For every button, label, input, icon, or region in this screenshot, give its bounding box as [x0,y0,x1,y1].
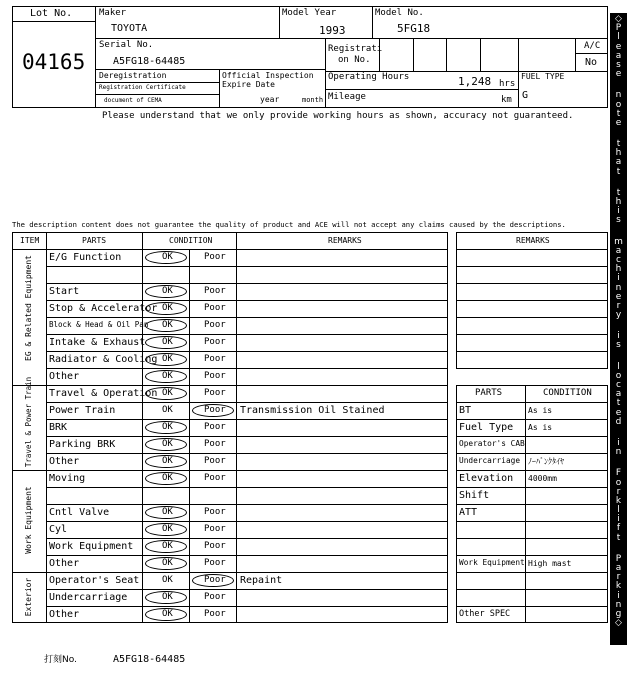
table-row [46,385,448,402]
spec-part: Other SPEC [459,609,511,619]
spec-part: Fuel Type [459,422,514,433]
ok-option: OK [162,575,173,585]
poor-option: Poor [204,558,226,568]
poor-option: Poor [204,541,226,551]
fuel-type-label: FUEL TYPE [521,72,565,81]
ok-circle-mark [145,319,187,332]
part-name: Other [49,456,80,467]
poor-option: Poor [204,252,226,262]
remarks-header: REMARKS [328,236,362,245]
table-row [46,249,448,266]
inspection-label-2: Expire Date [222,80,275,89]
km-label: km [501,95,512,105]
spec-part: Undercarriage [459,456,521,465]
table-row [46,521,448,538]
lot-no-label: Lot No. [30,8,73,19]
spec-value: High mast [528,559,572,568]
ok-circle-mark [145,506,187,519]
poor-option: Poor [204,320,226,330]
ok-option: OK [162,473,173,483]
registration-label-2: on No. [338,55,371,65]
right-remarks-header: REMARKS [516,236,550,245]
table-row [46,606,448,623]
part-name: Operator's Seat [49,575,140,586]
table-row [46,470,448,487]
table-row [46,402,448,419]
poor-circle-mark [192,574,234,587]
poor-option: Poor [204,422,226,432]
part-name: Cntl Valve [49,507,110,518]
poor-option: Poor [204,473,226,483]
poor-option: Poor [204,405,226,415]
ok-circle-mark [145,336,187,349]
registration-certificate-label: Registration Certificate [99,84,186,91]
group-label-travel: Travel & Power Train [23,376,33,468]
table-row [46,538,448,555]
stamp-no-label: 打刻No. [44,655,77,665]
ok-circle-mark [145,540,187,553]
lot-no-value: 04165 [22,50,86,74]
stamp-no-value: A5FG18-64485 [113,654,186,665]
spec-part: Elevation [459,473,514,484]
ok-option: OK [162,354,173,364]
model-year-value: 1993 [319,24,346,37]
part-name: Cyl [49,524,68,535]
poor-circle-mark [192,404,234,417]
ok-circle-mark [145,472,187,485]
mileage-label: Mileage [328,92,366,102]
table-row [46,368,448,385]
table-row [46,487,448,504]
poor-option: Poor [204,303,226,313]
part-name: Block & Head & Oil Pan [49,320,149,329]
ok-option: OK [162,541,173,551]
location-notice-sidebar: ◇ P l e a s e n o t e t h a t t h i s m a c h i n e r y i s l o c a t e d i n F o r k l i f t P a r k i n g ◇ [610,13,627,645]
group-label-eg: EG & Related Equipment [24,255,33,361]
item-header: ITEM [20,236,40,245]
table-row [46,453,448,470]
ok-circle-mark [145,370,187,383]
table-row [46,555,448,572]
model-year-label: Model Year [282,8,337,18]
month-label: month [302,96,324,104]
notice-hours: Please understand that we only provide working hours as shown, accuracy not guaranteed. [102,111,574,121]
ok-circle-mark [145,591,187,604]
spec-value: As is [528,423,553,432]
spec-condition-header: CONDITION [543,388,592,398]
poor-option: Poor [204,592,226,602]
ac-value: No [585,57,598,68]
table-row [46,300,448,317]
table-row [46,572,448,589]
ok-option: OK [162,320,173,330]
ok-circle-mark [145,251,187,264]
ok-option: OK [162,524,173,534]
parts-header: PARTS [82,236,107,245]
part-name: E/G Function [49,252,122,263]
ok-option: OK [162,286,173,296]
poor-option: Poor [204,439,226,449]
table-row [46,436,448,453]
disclaimer: The description content does not guarantee the quality of product and ACE will not accept any claims caused by the descriptions. [12,220,566,229]
ok-circle-mark [145,387,187,400]
maker-value: TOYOTA [111,23,148,34]
ok-option: OK [162,303,173,313]
model-no-value: 5FG18 [397,22,431,35]
table-row [46,351,448,368]
table-row [46,317,448,334]
part-name: Radiator & Cooling [49,354,158,365]
part-name: Parking BRK [49,439,116,450]
poor-option: Poor [204,524,226,534]
group-label-work: Work Equipment [24,486,33,554]
ok-circle-mark [145,285,187,298]
deregistration-label: Deregistration [99,71,167,80]
inspection-label-1: Official Inspection [222,71,314,80]
ok-option: OK [162,405,173,415]
poor-option: Poor [204,507,226,517]
hrs-label: hrs [499,79,516,89]
registration-label-1: Registrati [328,44,383,54]
spec-part: Operator's CAB [459,439,525,448]
spec-value: As is [528,406,553,415]
ok-option: OK [162,592,173,602]
table-row [46,283,448,300]
poor-option: Poor [204,575,226,585]
ok-circle-mark [145,438,187,451]
table-row [46,419,448,436]
part-name: Other [49,371,80,382]
serial-no-value: A5FG18-64485 [113,56,186,67]
spec-part: Work Equipment [459,558,525,567]
part-name: Stop & Accelerator [49,303,158,314]
poor-option: Poor [204,286,226,296]
ac-label: A/C [584,41,601,51]
spec-part: ATT [459,507,478,518]
fuel-type-value: G [522,90,529,101]
part-name: Undercarriage [49,592,128,603]
ok-option: OK [162,252,173,262]
poor-option: Poor [204,609,226,619]
part-name: Power Train [49,405,116,416]
ok-option: OK [162,439,173,449]
serial-no-label: Serial No. [99,40,154,50]
condition-header: CONDITION [169,236,213,245]
operating-hours-label: Operating Hours [328,72,410,82]
ok-option: OK [162,456,173,466]
year-label: year [260,95,280,104]
ok-circle-mark [145,353,187,366]
part-name: BRK [49,422,68,433]
part-name: Other [49,609,80,620]
table-row [46,266,448,283]
ok-circle-mark [145,302,187,315]
spec-part: Shift [459,490,490,501]
ok-circle-mark [145,523,187,536]
spec-parts-header: PARTS [475,388,503,398]
maker-label: Maker [99,8,127,18]
poor-option: Poor [204,337,226,347]
part-name: Travel & Operation [49,388,158,399]
table-row [46,589,448,606]
poor-option: Poor [204,456,226,466]
spec-part: BT [459,405,472,416]
document-cema-label: document of CEMA [104,97,162,104]
group-label-exterior: Exterior [24,577,33,617]
table-row [46,504,448,521]
part-name: Moving [49,473,86,484]
part-name: Intake & Exhaust [49,337,146,348]
spec-value: 4000mm [528,474,557,483]
poor-option: Poor [204,371,226,381]
ok-circle-mark [145,608,187,621]
ok-circle-mark [145,557,187,570]
remark-text: Repaint [240,575,283,586]
ok-option: OK [162,422,173,432]
ok-option: OK [162,609,173,619]
remark-text: Transmission Oil Stained [240,405,385,416]
part-name: Other [49,558,80,569]
operating-hours-value: 1,248 [458,75,492,88]
part-name: Work Equipment [49,541,134,552]
spec-value: ﾉｰﾊﾞﾝｸﾀｲﾔ [528,457,564,466]
ok-circle-mark [145,421,187,434]
model-no-label: Model No. [375,8,424,18]
part-name: Start [49,286,80,297]
ok-circle-mark [145,455,187,468]
poor-option: Poor [204,388,226,398]
poor-option: Poor [204,354,226,364]
ok-option: OK [162,507,173,517]
ok-option: OK [162,371,173,381]
ok-option: OK [162,558,173,568]
table-row [46,334,448,351]
ok-option: OK [162,388,173,398]
ok-option: OK [162,337,173,347]
